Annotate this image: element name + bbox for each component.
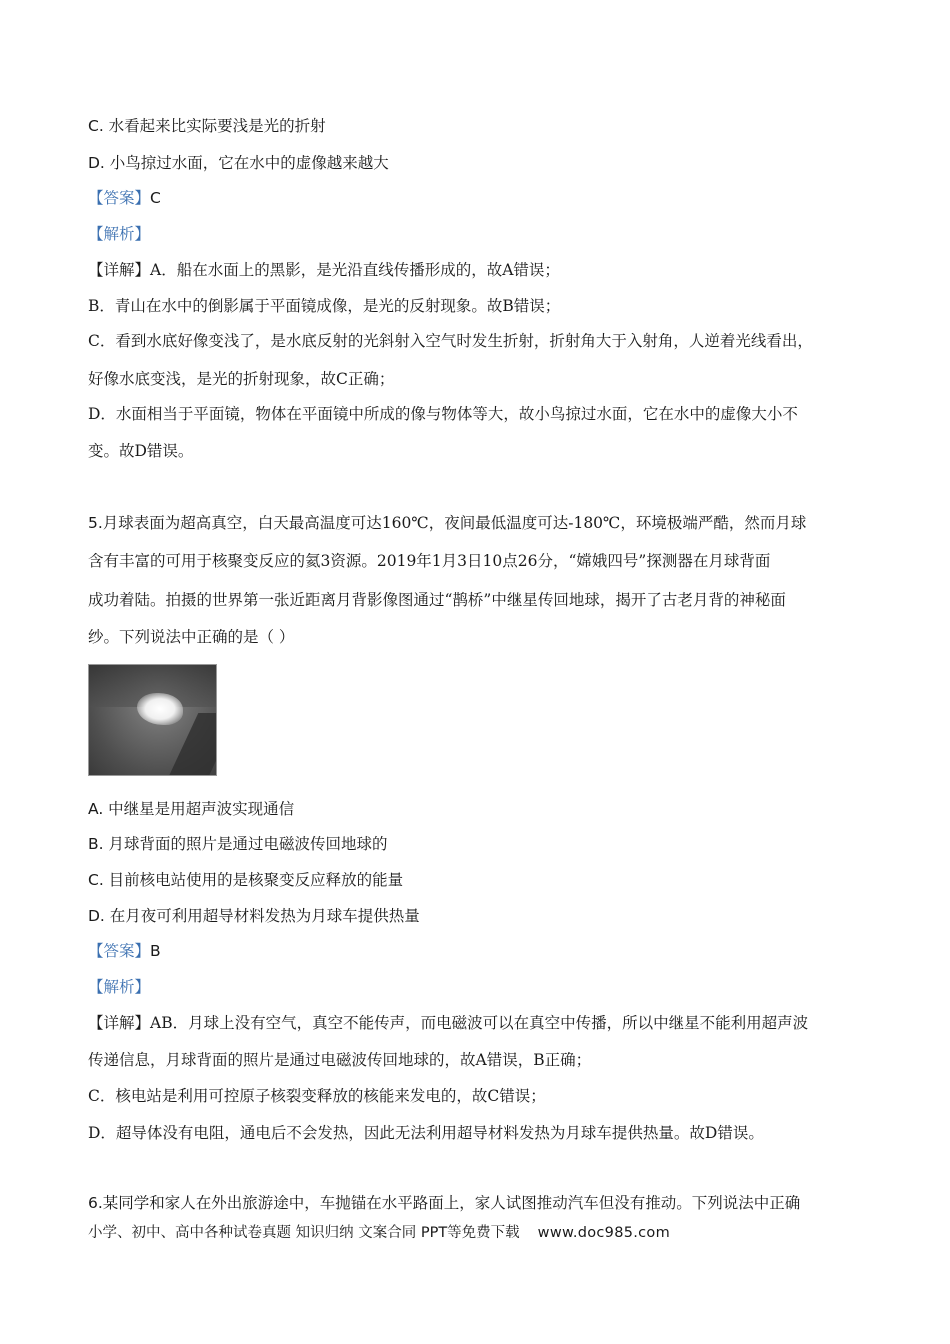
question-5-stem: 成功着陆。拍摄的世界第一张近距离月背影像图通过“鹊桥”中继星传回地球，揭开了古老月背的神秘面 (88, 591, 786, 609)
page-footer (88, 1221, 670, 1242)
option-d: D. 小鸟掠过水面，它在水中的虚像越来越大 (88, 154, 389, 172)
question-5-stem: 纱。下列说法中正确的是（ ） (88, 628, 295, 646)
question-6-stem: 6.某同学和家人在外出旅游途中，车抛锚在水平路面上，家人试图推动汽车但没有推动。下列说法中正确 (88, 1194, 801, 1212)
answer-line: 【答案】C (88, 189, 161, 207)
detail-line: 传递信息，月球背面的照片是通过电磁波传回地球的，故A错误，B正确； (88, 1051, 592, 1069)
footer-text: 小学、初中、高中各种试卷真题 知识归纳 文案合同 PPT等免费下载 (88, 1225, 520, 1241)
detail-line: C．核电站是利用可控原子核裂变释放的核能来发电的，故C错误； (88, 1087, 546, 1105)
option-a: A. 中继星是用超声波实现通信 (88, 800, 295, 818)
detail-line: 【详解】A．船在水面上的黑影，是光沿直线传播形成的，故A错误； (88, 261, 560, 279)
footer-url[interactable]: www.doc985.com (537, 1225, 671, 1241)
question-5-stem: 5.月球表面为超高真空，白天最高温度可达160℃，夜间最低温度可达-180℃，环境极端严酷，然而月球 (88, 514, 807, 532)
detail-line: 好像水底变浅，是光的折射现象，故C正确； (88, 370, 395, 388)
question-number: 5. (88, 514, 103, 532)
detail-line: D．水面相当于平面镜，物体在平面镜中所成的像与物体等大，故小鸟掠过水面，它在水中的虚像大小不 (88, 405, 798, 423)
option-c: C. 目前核电站使用的是核聚变反应释放的能量 (88, 871, 404, 889)
detail-line: 【详解】AB．月球上没有空气，真空不能传声，而电磁波可以在真空中传播，所以中继星不能利用超声波 (88, 1014, 809, 1032)
answer-line: 【答案】B (88, 942, 161, 960)
detail-line: C．看到水底好像变浅了，是水底反射的光斜射入空气时发生折射，折射角大于入射角，人逆着光线看出， (88, 332, 813, 350)
detail-line: 变。故D错误。 (88, 442, 194, 460)
photo-bright-patch (137, 693, 183, 725)
option-b: B. 月球背面的照片是通过电磁波传回地球的 (88, 835, 388, 853)
option-d: D. 在月夜可利用超导材料发热为月球车提供热量 (88, 907, 420, 925)
analysis-label: 【解析】 (88, 978, 151, 996)
detail-line: D．超导体没有电阻，通电后不会发热，因此无法利用超导材料发热为月球车提供热量。故D错误。 (88, 1124, 764, 1142)
analysis-label: 【解析】 (88, 225, 151, 243)
question-5-stem: 含有丰富的可用于核聚变反应的氦3资源。2019年1月3日10点26分，“嫦娥四号”探测器在月球背面 (88, 552, 771, 570)
detail-line: B．青山在水中的倒影属于平面镜成像，是光的反射现象。故B错误； (88, 297, 561, 315)
question-number: 6. (88, 1194, 103, 1212)
moon-far-side-photo (88, 664, 217, 776)
option-c: C. 水看起来比实际要浅是光的折射 (88, 117, 326, 135)
